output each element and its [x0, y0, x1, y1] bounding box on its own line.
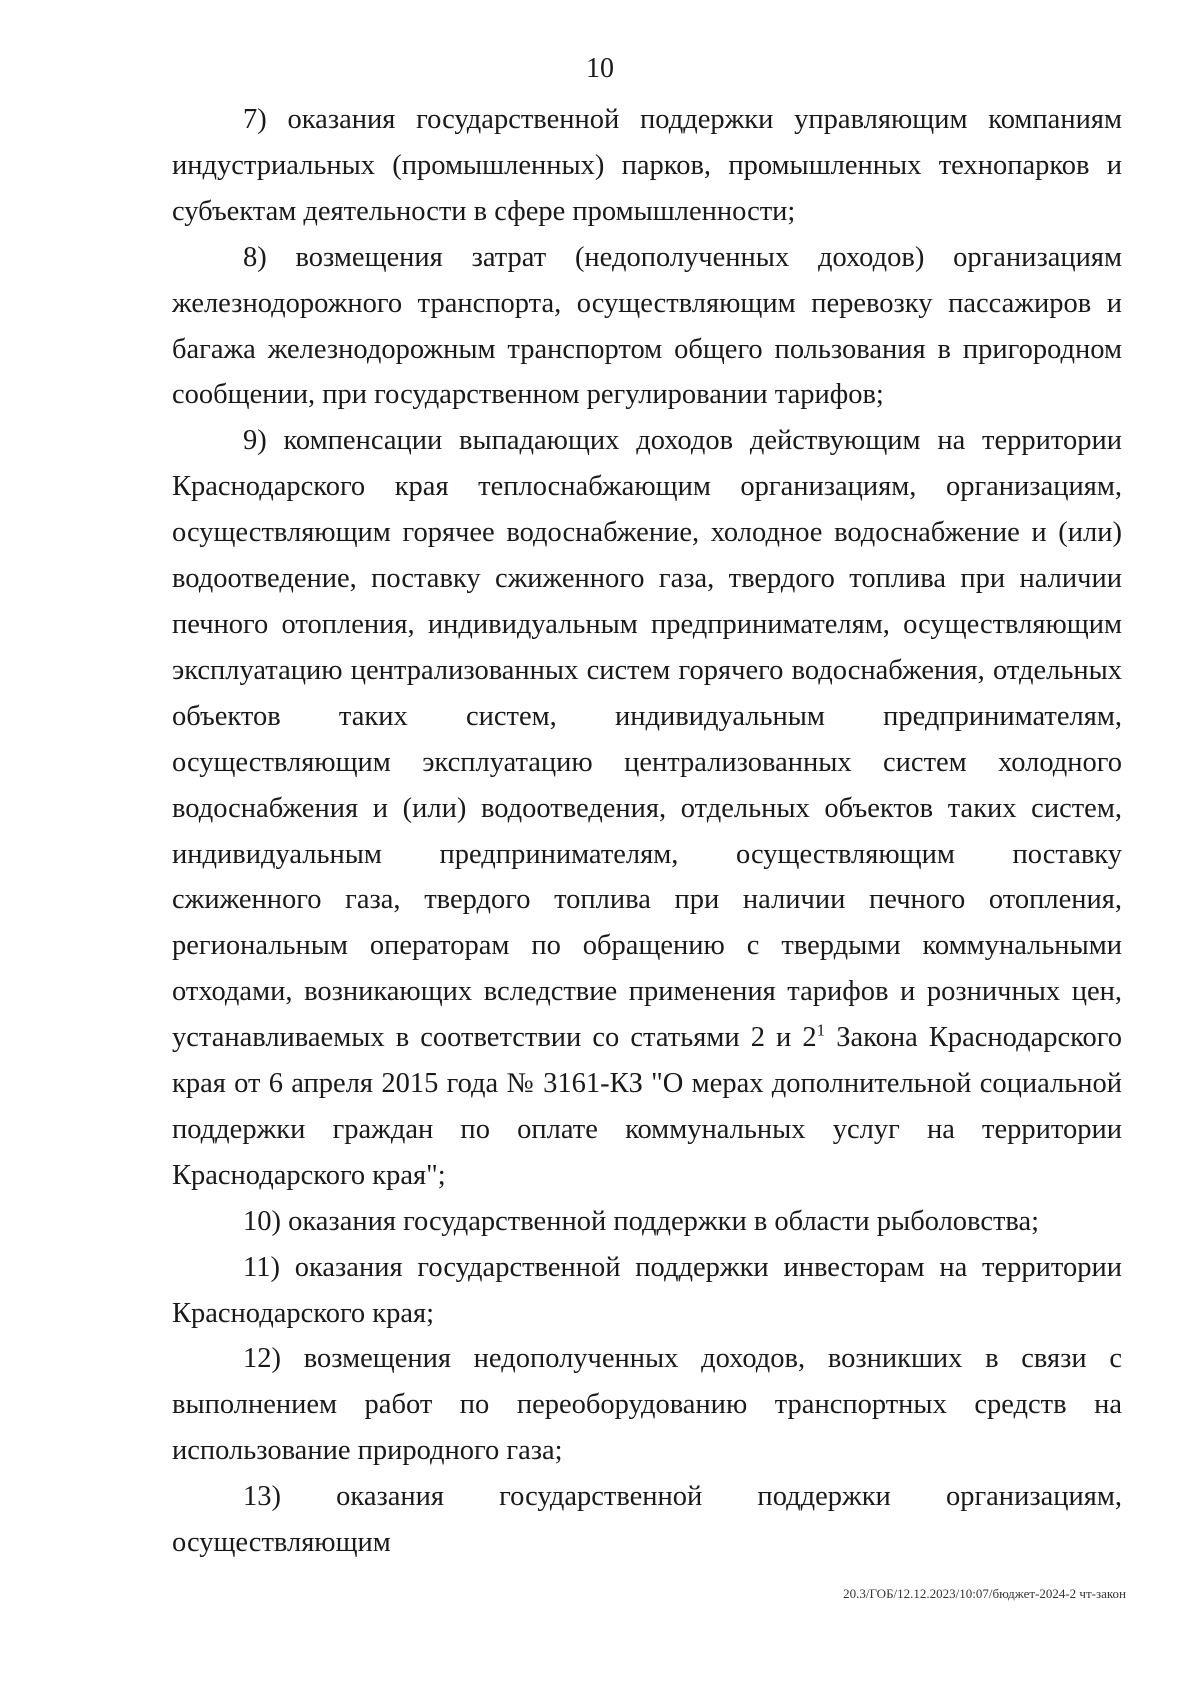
article-superscript: 1 — [816, 1020, 826, 1040]
footer-reference: 20.3/ГОБ/12.12.2023/10:07/бюджет-2024-2 чт-закон — [843, 1586, 1126, 1601]
list-item-7: 7) оказания государственной поддержки управляющим компаниям индустриальных (промышленных) парков, промышленных технопарков и субъектам деятельности в сфере промышленности; — [172, 104, 1122, 227]
list-item-12: 12) возмещения недополученных доходов, возникших в связи с выполнением работ по переоборудованию транспортных средств на использование природного газа; — [172, 1343, 1122, 1467]
list-item-10: 10) оказания государственной поддержки в области рыболовства; — [243, 1205, 1040, 1237]
list-item-11: 11) оказания государственной поддержки инвесторам на территории Краснодарского края; — [172, 1251, 1122, 1329]
list-item-9 — [172, 418, 1122, 1198]
list-item-13: 13) оказания государственной поддержки организациям, осуществляющим — [172, 1481, 1122, 1559]
list-item-9-text-continued: Закона Краснодарского края от 6 апреля 2015 года № 3161-КЗ "О мерах дополнительной социальной поддержки граждан по оплате коммунальных услуг на территории Краснодарского края"; — [172, 1022, 1122, 1191]
document-body — [172, 97, 1122, 1566]
list-item-8: 8) возмещения затрат (недополученных доходов) организациям железнодорожного транспорта, осуществляющим перевозку пассажиров и багажа железнодорожным транспортом общего пользования в пригородном сообщении, при государственном регулировании тарифов; — [172, 241, 1122, 411]
list-item-9-text: 9) компенсации выпадающих доходов действующим на территории Краснодарского края теплоснабжающим организациям, организациям, осуществляющим горячее водоснабжение, холодное водоснабжение и (или) водоотведение, поставку сжиженного газа, твердого топлива при наличии печного отопления, индивидуальным предпринимателям, осуществляющим эксплуатацию централизованных систем горячего водоснабжения, отдельных объектов таких систем, индивидуальным предпринимателям, осуществляющим эксплуатацию централизованных систем холодного водоснабжения и (или) водоотведения, отдельных объектов таких систем, индивидуальным предпринимателям, осуществляющим поставку сжиженного газа, твердого топлива при наличии печного отопления, региональным операторам по обращению с твердыми коммунальными отходами, возникающих вследствие применения тарифов и розничных цен, устанавливаемых в соответствии со статьями 2 и 2 — [172, 425, 1122, 1054]
page-number: 10 — [586, 53, 614, 84]
